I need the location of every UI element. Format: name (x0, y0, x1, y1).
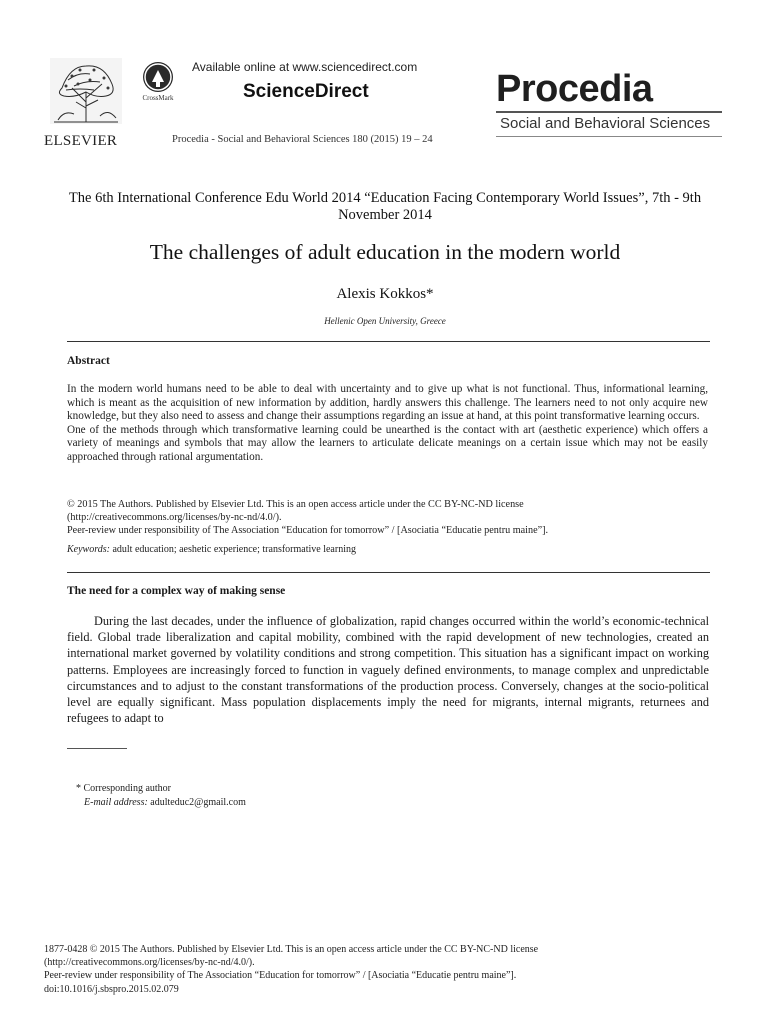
keywords-line (67, 544, 356, 555)
license-link[interactable]: (http://creativecommons.org/licenses/by-nc-nd/4.0/). (67, 512, 282, 523)
peer-review-line: Peer-review under responsibility of The Association “Education for tomorrow” / [Asociatia “Educatie pentru maine”]. (67, 525, 549, 536)
paper-title: The challenges of adult education in the modern world (149, 240, 621, 264)
elsevier-tree-icon (50, 58, 122, 124)
footer-license-link[interactable]: (http://creativecommons.org/licenses/by-nc-nd/4.0/). (44, 957, 255, 969)
abstract-paragraph: In the modern world humans need to be able to deal with uncertainty and to give up what is not functional. Thus, informational learning, which is meant as the acquisition of new information by addition, hardly answers this challenge. The learners need to not only acquire new knowledge, but they also need to assess and change their assumptions regarding an issue at hand, at this point transformative learning occurs. (67, 383, 708, 422)
footer-peer-review-line: Peer-review under responsibility of The Association “Education for tomorrow” / [Asociatia “Educatie pentru maine”]. (44, 970, 517, 982)
email-line (76, 796, 246, 810)
footer-license-line: 1877-0428 © 2015 The Authors. Published by Elsevier Ltd. This is an open access article under the CC BY-NC-ND license (44, 944, 539, 955)
footnotes (76, 782, 246, 810)
available-online-text: Available online at www.sciencedirect.com (192, 60, 418, 74)
abstract-bottom-rule (67, 572, 710, 573)
abstract-top-rule (67, 341, 710, 342)
abstract-body (67, 383, 708, 464)
conference-line: The 6th International Conference Edu World 2014 “Education Facing Contemporary World Issues”, 7th - 9th November 2014 (68, 190, 702, 223)
body-paragraph: During the last decades, under the influence of globalization, rapid changes occurred within the world’s economic-technical field. Global trade liberalization and capital mobility, combined with the rapid development of new technologies, created an international market governed by volatility conditions and strong competition. This situation has a significant impact on working patterns. Employees are increasingly forced to function in vaguely defined environments, to manage complex and unpredictable circumstances and to adjust to the constant transformations of the production process. Conversely, changes at the socio-political level are equally significant. Mass population displacements imply the need for migrants, internal migrants, returnees and refugees to adapt to (67, 614, 709, 726)
license-line: © 2015 The Authors. Published by Elsevier Ltd. This is an open access article under the CC BY-NC-ND license (67, 499, 524, 510)
abstract-paragraph: One of the methods through which transformative learning could be unearthed is the contact with art (aesthetic experience) which offers a variety of meanings and symbols that may allow the learners to articulate delicate meanings on a certain issue which may not be easily approached through rational argumentation. (67, 423, 708, 463)
email-label: E-mail address: (84, 797, 148, 808)
footer-doi[interactable]: doi:10.1016/j.sbspro.2015.02.079 (44, 983, 179, 995)
keywords-label: Keywords: (67, 544, 110, 555)
author-name: Alexis Kokkos* (336, 286, 434, 302)
elsevier-logo (44, 58, 130, 152)
procedia-wordmark: Procedia (496, 68, 653, 110)
crossmark-badge[interactable] (138, 62, 178, 102)
abstract-heading: Abstract (67, 355, 110, 367)
sciencedirect-wordmark: ScienceDirect (243, 81, 369, 102)
procedia-divider (496, 111, 722, 113)
crossmark-icon (143, 62, 173, 92)
page-footer (44, 943, 704, 996)
author-affiliation: Hellenic Open University, Greece (324, 316, 446, 326)
elsevier-wordmark: ELSEVIER (44, 133, 118, 149)
corresponding-author-note: * Corresponding author (76, 783, 171, 794)
procedia-subtitle: Social and Behavioral Sciences (500, 115, 711, 132)
keywords-value: adult education; aeshetic experience; transformative learning (109, 544, 356, 555)
license-block (67, 498, 708, 537)
crossmark-label: CrossMark (142, 94, 174, 102)
section-heading: The need for a complex way of making sense (67, 585, 286, 597)
footnote-divider (67, 748, 127, 749)
journal-reference: Procedia - Social and Behavioral Sciences 180 (2015) 19 – 24 (172, 134, 433, 145)
email-address[interactable]: adulteduc2@gmail.com (147, 797, 246, 808)
procedia-bottom-divider (496, 136, 722, 137)
body-text (67, 613, 709, 726)
